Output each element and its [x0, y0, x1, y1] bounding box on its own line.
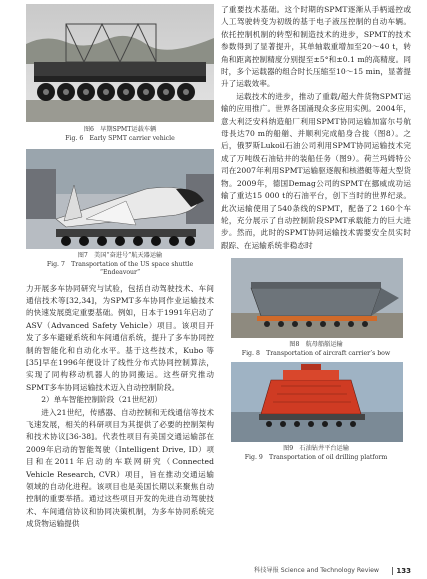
fig7-caption-zh: 图7 美国“奋进号”航天器运输: [77, 252, 163, 259]
paragraph-technical-foundation: 了重要技术基础。这个时期的SPMT逐渐从手柄遥控或人工驾驶转变为初级的基于电子液压控制的自动车辆。依托控制机制的转型和制造技术的进步，SPMT的技术参数得到了显著提升，其单轴载重增加至20～40 t，转角和距离控制精度分别提至±5°和±0.1 m的高精度。同时，多个运载器的组合时长压缩至10～15 min，显著提升了运载效率。: [221, 5, 411, 89]
spmt-vehicle-photo: [26, 4, 214, 122]
paragraph-application-examples: 运载技术的进步，推动了重载/超大件货物SPMT运输的应用推广。世界各国涌现众多应用实例。2004年，意大利泛安科纳造船厂利用SPMT协同运输加富尔号航母長达70 m的船艏、并顺利完成船身合拢（图8）。之后，俄罗斯Lukoil石油公司利用SPMT协同运输技术完成了万吨级石油钻井的装船任务（图9）。荷兰玛姆特公司在2007年利用SPMT运输驱逐舰和核潜艇等超大型货物。2009年，德国Demag公司的SPMT在挪威成功运输了重达15 000 t的石油平台，创下当时的世界纪录。此次运输使用了540条线的SPMT，配备了2 160个车轮，充分展示了自动控制阶段SPMT承载能力的巨大进步。然而，此时的SPMT协同运输技术需要安全员实时跟踪、在运输系统非稳态时: [221, 91, 411, 250]
fig8-caption-zh: 图8 航母船艏运输: [289, 341, 343, 349]
left-column: [26, 0, 214, 531]
page-number: 133: [396, 567, 411, 575]
journal-name: 科技导报 Science and Technology Review: [254, 567, 379, 574]
fig6-caption-en: Fig. 6 Early SPMT carrier vehicle: [65, 134, 175, 142]
fig6-caption-zh: 图6 早期SPMT运载车辆: [83, 126, 157, 133]
fig8-caption-en: Fig. 8 Transportation of aircraft carrier’s bow: [241, 349, 391, 357]
fig6-image: [26, 4, 214, 122]
footer-divider: [392, 567, 393, 575]
fig9-image: [231, 362, 403, 442]
right-column: [221, 0, 411, 462]
section-subheading-single-vehicle: 2）单车智能控制阶段（21世纪初）: [41, 395, 162, 405]
oil-platform-photo: [231, 362, 403, 442]
paragraph-21st-century: 进入21世纪，传感器、自动控制和无线通信等技术飞速发展，相关的科研项目为其提供了必要的控制架构和技术协议[36-38]。代表性项目有美国交通运输部在2009年启动的智能驾驶（Intelligent Drive, ID）项目和在2011年启动的车联网研究（Connected Vehicle Research, CVR）项目，旨在推动交通运输领域的自动化进程。该项目也是美国长期以来聚焦自动控制的重要举措。通过这些项目开发的先进自动驾驶技术、车间通信协议和协同决策机制，为多车协同系统完成货物运输提供: [26, 407, 214, 529]
page-footer: [0, 566, 427, 579]
fig9-caption-en: Fig. 9 Transportation of oil drilling platform: [244, 453, 388, 461]
paragraph-multi-vehicle-research: 力开展多车协同研究与试验，包括自动驾驶技术、车间通信技术等[32,34]，为SPMT多车协同作业运输技术的快速发展奠定重要基础。例如，日本于1991年启动了ASV（Advanced Safety Vehicle）项目。该项目开发了多车避碰系统和车间通信系统，提升了多车协同控制的智能化和自动化水平。基于这些技术，Kubo 等[35]早在1996年便设计了线性分布式协同控制算法，实现了同构移动机器人的协同搬运。这些研究推动SPMT多车协同运输技术迈入自动控制阶段。: [26, 283, 214, 392]
carrier-bow-photo: [231, 258, 403, 338]
space-shuttle-photo: [26, 149, 214, 249]
fig8-image: [231, 258, 403, 338]
fig7-caption-en: Fig. 7 Transportation of the US space shuttle “Endeavour”: [46, 260, 194, 276]
fig7-image: [26, 149, 214, 249]
fig9-caption-zh: 图9 石油钻井平台运输: [283, 445, 349, 453]
